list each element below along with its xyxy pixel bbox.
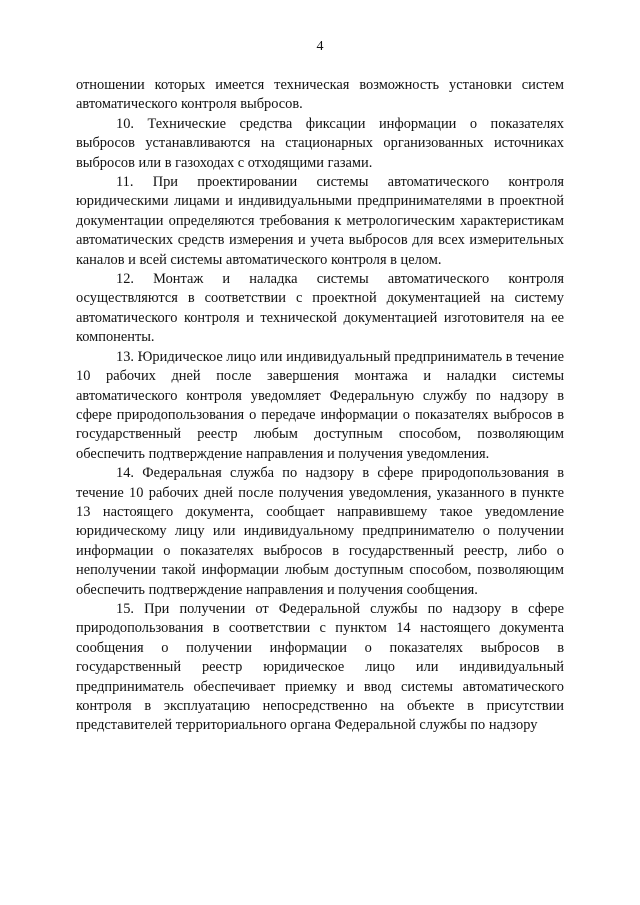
paragraph-continuation: отношении которых имеется техническая возможность установки систем автоматического контроля выбросов. [76, 77, 564, 113]
paragraph-item-10: 10. Технические средства фиксации информации о показателях выбросов устанавливаются на стационарных организованных источниках выбросов или в газоходах с отходящими газами. [76, 115, 564, 171]
paragraph-item-15: 15. При получении от Федеральной службы по надзору в сфере природопользования в соответствии с пунктом 14 настоящего документа сообщения о получении информации о показателях выбросов в государственный реестр юридическое лицо или индивидуальный предприниматель обеспечивает приемку и ввод системы автоматического контроля в эксплуатацию непосредственно на объекте в присутствии представителей территориального органа Федеральной службы по надзору [76, 600, 564, 734]
paragraph-item-11: 11. При проектировании системы автоматического контроля юридическими лицами и индивидуальными предпринимателями в проектной документации определяются требования к метрологическим характеристикам автоматических средств измерения и учета выбросов для всех измерительных каналов и всей системы автоматического контроля в целом. [76, 174, 564, 268]
paragraph-item-12: 12. Монтаж и наладка системы автоматического контроля осуществляются в соответствии с проектной документацией на систему автоматического контроля и технической документацией изготовителя на ее компоненты. [76, 271, 564, 346]
page-number: 4 [316, 39, 324, 54]
document-body [76, 76, 564, 736]
paragraph-item-14: 14. Федеральная служба по надзору в сфере природопользования в течение 10 рабочих дней после получения уведомления, указанного в пункте 13 настоящего документа, сообщает направившему такое уведомление юридическому лицу или индивидуальному предпринимателю о получении информации о показателях выбросов в государственный реестр, либо о неполучении такой информации любым доступным способом, позволяющим обеспечить подтверждение направления и получения сообщения. [76, 465, 564, 598]
paragraph-item-13: 13. Юридическое лицо или индивидуальный предприниматель в течение 10 рабочих дней после завершения монтажа и наладки системы автоматического контроля уведомляет Федеральную службу по надзору в сфере природопользования о передаче информации о показателях выбросов в государственный реестр любым доступным способом, позволяющим обеспечить подтверждение направления и получения уведомления. [76, 348, 564, 462]
